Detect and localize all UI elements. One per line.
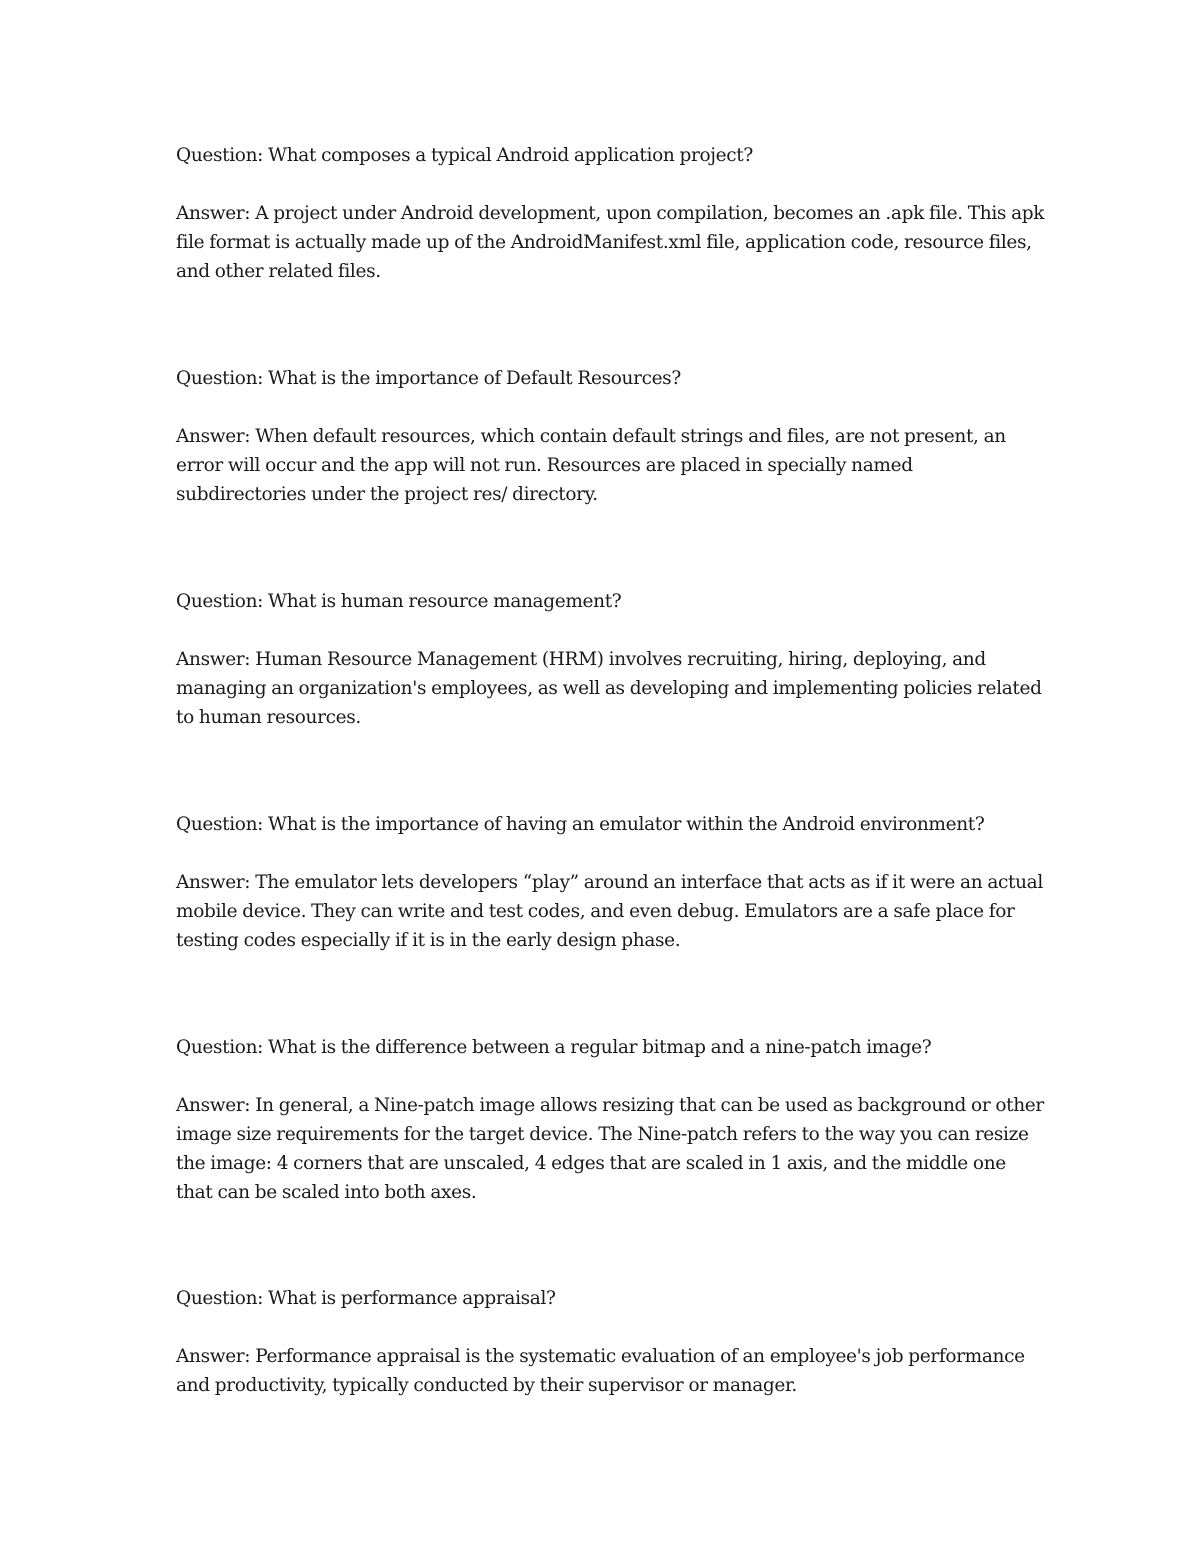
qa-block: [176, 141, 1046, 286]
answer-text: Answer: The emulator lets developers “play” around an interface that acts as if it were an actual mobile device. They can write and test codes, and even debug. Emulators are a safe place for testing codes especially if it is in the early design phase.: [176, 872, 1043, 951]
qa-block: [176, 810, 1046, 955]
qa-block: [176, 1033, 1046, 1207]
answer-text: Answer: When default resources, which contain default strings and files, are not present, an error will occur and the app will not run. Resources are placed in specially named subdirectories under the project res/ directory.: [176, 426, 1006, 505]
question-text: Question: What is the importance of having an emulator within the Android environment?: [176, 814, 985, 835]
answer-text: Answer: Human Resource Management (HRM) involves recruiting, hiring, deploying, and managing an organization's employees, as well as developing and implementing policies related to human resources.: [176, 649, 1042, 728]
question-text: Question: What is the difference between a regular bitmap and a nine-patch image?: [176, 1037, 932, 1058]
question-text: Question: What is the importance of Default Resources?: [176, 368, 681, 389]
qa-block: [176, 1284, 1046, 1400]
question-text: Question: What is performance appraisal?: [176, 1288, 556, 1309]
qa-block: [176, 364, 1046, 509]
question-text: Question: What is human resource management?: [176, 591, 622, 612]
answer-text: Answer: In general, a Nine-patch image allows resizing that can be used as background or other image size requirements for the target device. The Nine-patch refers to the way you can resize the image: 4 corners that are unscaled, 4 edges that are scaled in 1 axis, and the middle one that can be scaled into both axes.: [176, 1095, 1044, 1203]
answer-text: Answer: A project under Android development, upon compilation, becomes an .apk file. This apk file format is actually made up of the AndroidManifest.xml file, application code, resource files, and other related files.: [176, 203, 1045, 282]
question-text: Question: What composes a typical Android application project?: [176, 145, 753, 166]
answer-text: Answer: Performance appraisal is the systematic evaluation of an employee's job performance and productivity, typically conducted by their supervisor or manager.: [176, 1346, 1025, 1396]
qa-block: [176, 587, 1046, 732]
